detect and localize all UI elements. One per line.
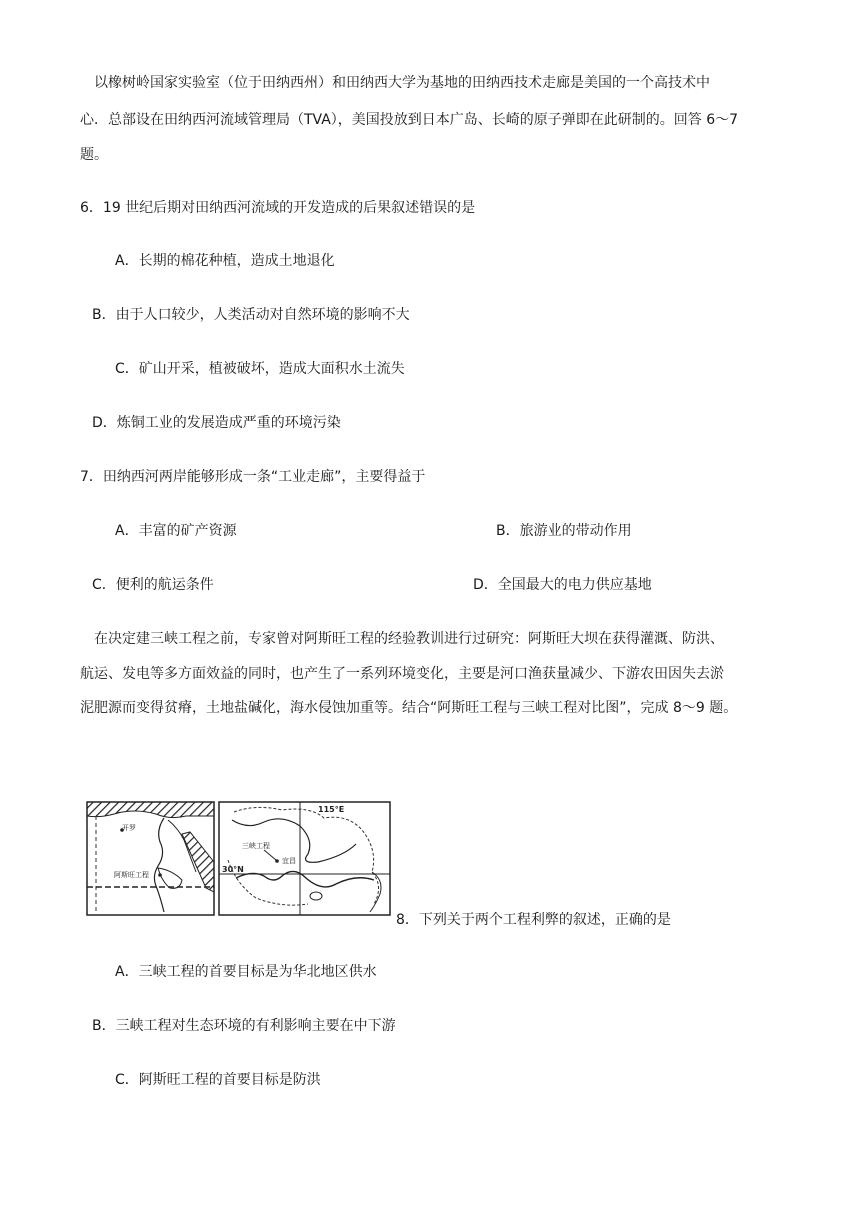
question-8-option-b: B．三峡工程对生态环境的有利影响主要在中下游: [92, 1018, 396, 1034]
passage1-line2: 心．总部设在田纳西河流域管理局（TVA），美国投放到日本广岛、长崎的原子弹即在此研制的。回答 6～7: [80, 112, 739, 128]
question-7-option-a: A．丰富的矿产资源: [115, 523, 237, 539]
passage1-line1: 以橡树岭国家实验室（位于田纳西州）和田纳西大学为基地的田纳西技术走廊是美国的一个高技术中: [94, 75, 710, 91]
aswan-map: [87, 802, 214, 915]
cairo-label: 开罗: [122, 824, 136, 832]
three-gorges-map: [219, 802, 390, 915]
question-7-option-b: B．旅游业的带动作用: [496, 523, 632, 539]
passage2-line2: 航运、发电等多方面效益的同时，也产生了一系列环境变化，主要是河口渔获量减少、下游农田因失去淤: [80, 666, 724, 682]
question-6-option-c: C．矿山开采，植被破坏，造成大面积水土流失: [115, 361, 405, 377]
yichang-label: 宜昌: [282, 857, 296, 865]
yichang-point: [275, 859, 279, 863]
passage2-line1: 在决定建三峡工程之前，专家曾对阿斯旺工程的经验教训进行过研究：阿斯旺大坝在获得灌溉、防洪、: [94, 631, 724, 647]
question-6-option-b: B．由于人口较少，人类活动对自然环境的影响不大: [92, 307, 410, 323]
latitude-label: 30°N: [222, 865, 244, 874]
passage2-line3: 泥肥源而变得贫瘠，土地盐碱化，海水侵蚀加重等。结合“阿斯旺工程与三峡工程对比图”，完成 8～9 题。: [80, 700, 738, 716]
longitude-label: 115°E: [318, 805, 345, 814]
question-6-stem: 6．19 世纪后期对田纳西河流域的开发造成的后果叙述错误的是: [80, 200, 476, 216]
question-7-stem: 7．田纳西河两岸能够形成一条“工业走廊”，主要得益于: [80, 469, 426, 485]
question-8-option-a: A．三峡工程的首要目标是为华北地区供水: [115, 964, 377, 980]
aswan-project-label: 阿斯旺工程: [114, 871, 149, 879]
question-6-option-a: A．长期的棉花种植，造成土地退化: [115, 253, 335, 269]
question-6-option-d: D．炼铜工业的发展造成严重的环境污染: [92, 415, 341, 431]
comparison-map-figure: [86, 800, 392, 918]
aswan-point: [158, 873, 162, 877]
question-7-option-c: C．便利的航运条件: [92, 577, 214, 593]
question-8-option-c: C．阿斯旺工程的首要目标是防洪: [115, 1072, 321, 1088]
passage1-line3: 题。: [80, 147, 108, 163]
three-gorges-project-label: 三峡工程: [242, 842, 270, 850]
question-8-stem: 8．下列关于两个工程利弊的叙述，正确的是: [396, 912, 671, 928]
question-7-option-d: D．全国最大的电力供应基地: [473, 577, 652, 593]
